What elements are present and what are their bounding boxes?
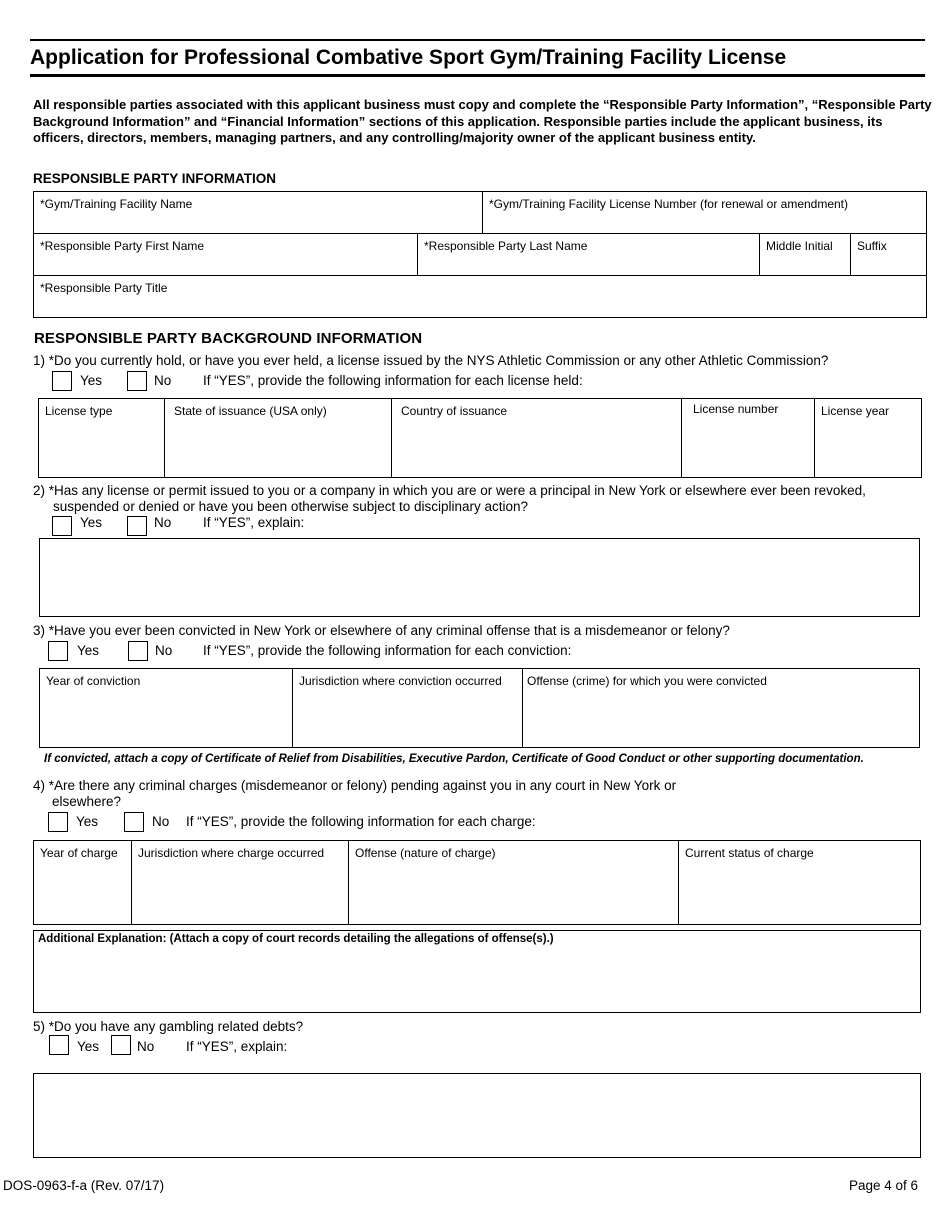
q4-followup: If “YES”, provide the following information for each charge:	[186, 814, 536, 829]
middle-initial-label: Middle Initial	[766, 239, 833, 253]
additional-explanation-field[interactable]	[33, 930, 921, 1013]
q2-followup: If “YES”, explain:	[203, 515, 305, 530]
q3-conviction-table	[39, 668, 920, 748]
q1-no-checkbox[interactable]	[127, 371, 147, 391]
q2-no-checkbox[interactable]	[127, 516, 147, 536]
facility-name-label: *Gym/Training Facility Name	[40, 197, 193, 211]
q4-text-line1: 4) *Are there any criminal charges (misdemeanor or felony) pending against you in any court in New York or	[33, 778, 677, 793]
q5-text: 5) *Do you have any gambling related debts?	[33, 1019, 304, 1034]
q2-text-line1: 2) *Has any license or permit issued to you or a company in which you are or were a principal in New York or elsewhere ever been revoked,	[33, 483, 866, 498]
conviction-year-field[interactable]	[40, 669, 292, 747]
charge-jurisdiction-label: Jurisdiction where charge occurred	[138, 846, 325, 860]
q5-no-checkbox[interactable]	[111, 1035, 131, 1055]
q2-explain-field[interactable]	[39, 538, 920, 617]
charge-year-field[interactable]	[34, 841, 131, 924]
license-number-field[interactable]	[482, 192, 926, 233]
license-year-label: License year	[821, 404, 890, 418]
q5-yes-label: Yes	[77, 1039, 100, 1054]
q5-no-label: No	[137, 1039, 155, 1054]
charge-year-label: Year of charge	[40, 846, 118, 860]
q1-yes-checkbox[interactable]	[52, 371, 72, 391]
intro-paragraph: All responsible parties associated with this applicant business must copy and complete the “Responsible Party Information”, “Responsible Party Background Information” and “Financial Information” sections of this application. Responsible parties include the applicant business, its officers, directors, members, managing partners, and any controlling/majority owner of the applicant business entity.	[33, 97, 932, 145]
middle-initial-field[interactable]	[759, 234, 850, 275]
conviction-year-label: Year of conviction	[46, 674, 141, 688]
q2-text-line2: suspended or denied or have you been otherwise subject to disciplinary action?	[53, 499, 529, 514]
last-name-label: *Responsible Party Last Name	[424, 239, 588, 253]
party-title-field[interactable]	[33, 275, 927, 318]
charge-offense-label: Offense (nature of charge)	[355, 846, 496, 860]
license-type-label: License type	[45, 404, 113, 418]
q1-followup: If “YES”, provide the following information for each license held:	[203, 373, 583, 388]
party-row-1	[33, 191, 927, 234]
q5-explain-field[interactable]	[33, 1073, 921, 1158]
country-issuance-label: Country of issuance	[401, 404, 508, 418]
license-number-label: *Gym/Training Facility License Number (for renewal or amendment)	[489, 197, 849, 211]
last-name-field[interactable]	[417, 234, 759, 275]
q1-text: 1) *Do you currently hold, or have you ever held, a license issued by the NYS Athletic Commission or any other Athletic Commission?	[33, 353, 829, 368]
suffix-field[interactable]	[850, 234, 926, 275]
party-row-2	[33, 233, 927, 276]
conviction-offense-label: Offense (crime) for which you were convicted	[527, 674, 767, 688]
facility-name-field[interactable]	[34, 192, 482, 233]
form-id: DOS-0963-f-a (Rev. 07/17)	[3, 1178, 165, 1193]
party-info-heading: RESPONSIBLE PARTY INFORMATION	[33, 171, 277, 186]
charge-status-field[interactable]	[678, 841, 920, 924]
state-issuance-label: State of issuance (USA only)	[174, 404, 327, 418]
conviction-offense-field[interactable]	[522, 669, 919, 747]
q4-charge-table	[33, 840, 921, 925]
background-heading: RESPONSIBLE PARTY BACKGROUND INFORMATION	[34, 330, 423, 347]
q1-no-label: No	[154, 373, 172, 388]
country-issuance-field[interactable]	[391, 399, 681, 477]
conviction-note: If convicted, attach a copy of Certificate of Relief from Disabilities, Executive Pardon, Certificate of Good Conduct or other supporting documentation.	[44, 753, 864, 765]
additional-explanation-label: Additional Explanation: (Attach a copy of court records detailing the allegations of offense(s).)	[38, 933, 554, 945]
q3-yes-checkbox[interactable]	[48, 641, 68, 661]
q3-no-checkbox[interactable]	[128, 641, 148, 661]
q3-followup: If “YES”, provide the following information for each conviction:	[203, 643, 572, 658]
q1-yes-label: Yes	[80, 373, 103, 388]
page-title: Application for Professional Combative Sport Gym/Training Facility License	[30, 46, 787, 69]
q3-yes-label: Yes	[77, 643, 100, 658]
q5-yes-checkbox[interactable]	[49, 1035, 69, 1055]
title-top-rule	[30, 39, 925, 41]
first-name-field[interactable]	[34, 234, 417, 275]
title-bottom-rule	[30, 74, 925, 77]
license-year-field[interactable]	[814, 399, 921, 477]
conviction-jurisdiction-label: Jurisdiction where conviction occurred	[299, 674, 502, 688]
q2-yes-label: Yes	[80, 515, 103, 530]
license-number-col-label: License number	[693, 402, 779, 416]
suffix-label: Suffix	[857, 239, 887, 253]
charge-jurisdiction-field[interactable]	[131, 841, 348, 924]
page-number: Page 4 of 6	[848, 1178, 918, 1193]
q3-no-label: No	[155, 643, 173, 658]
license-number-col-field[interactable]	[681, 399, 814, 477]
q1-license-table	[38, 398, 922, 478]
first-name-label: *Responsible Party First Name	[40, 239, 205, 253]
state-issuance-field[interactable]	[164, 399, 391, 477]
q4-yes-label: Yes	[76, 814, 99, 829]
q4-yes-checkbox[interactable]	[48, 812, 68, 832]
q4-text-line2: elsewhere?	[52, 794, 122, 809]
license-type-field[interactable]	[39, 399, 164, 477]
q3-text: 3) *Have you ever been convicted in New York or elsewhere of any criminal offense that is a misdemeanor or felony?	[33, 623, 730, 638]
q4-no-label: No	[152, 814, 170, 829]
q4-no-checkbox[interactable]	[124, 812, 144, 832]
q2-yes-checkbox[interactable]	[52, 516, 72, 536]
q2-no-label: No	[154, 515, 172, 530]
q5-followup: If “YES”, explain:	[186, 1039, 288, 1054]
charge-offense-field[interactable]	[348, 841, 678, 924]
conviction-jurisdiction-field[interactable]	[292, 669, 522, 747]
charge-status-label: Current status of charge	[685, 846, 814, 860]
party-title-label: *Responsible Party Title	[40, 281, 168, 295]
